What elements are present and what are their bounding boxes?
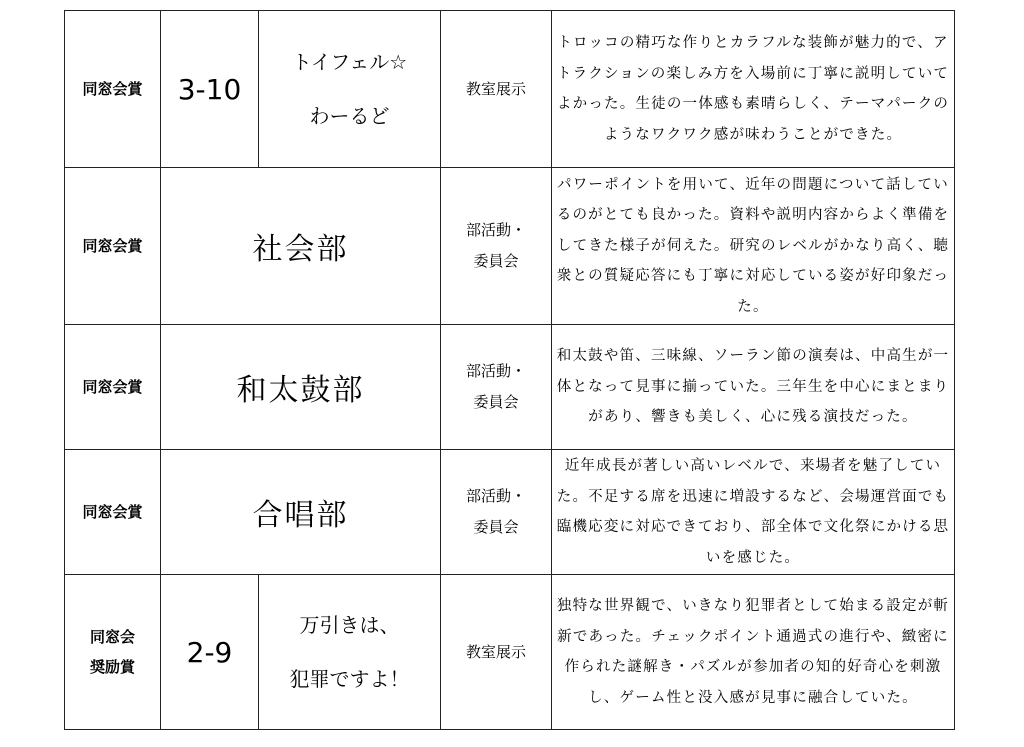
table-row <box>65 575 955 730</box>
category-line: 委員会 <box>473 393 519 411</box>
table-row <box>65 11 955 168</box>
award-name-line: 奨励賞 <box>89 658 135 676</box>
category-line: 部活動・ <box>465 221 526 239</box>
exhibit-title <box>259 11 441 168</box>
club-name: 合唱部 <box>161 450 441 575</box>
judge-comment: 近年成長が著しい高いレベルで、来場者を魅了していた。不足する席を迅速に増設するなど、会場運営面でも臨機応変に対応できており、部全体で文化祭にかける思いを感じた。 <box>552 450 955 575</box>
category-line: 教室展示 <box>465 79 526 98</box>
exhibit-title-line: 犯罪ですよ！ <box>289 667 410 691</box>
category <box>441 168 552 325</box>
club-name: 社会部 <box>161 168 441 325</box>
category-line: 部活動・ <box>465 362 526 380</box>
exhibit-title-line: トイフェル☆ <box>291 50 408 74</box>
category-line: 委員会 <box>473 518 519 536</box>
exhibit-title-line: わーるど <box>309 104 390 128</box>
club-name: 和太鼓部 <box>161 325 441 450</box>
table-row <box>65 168 955 325</box>
category-line: 委員会 <box>473 252 519 270</box>
category <box>441 11 552 168</box>
judge-comment: 和太鼓や笛、三味線、ソーラン節の演奏は、中高生が一体となって見事に揃っていた。三年生を中心にまとまりがあり、響きも美しく、心に残る演技だった。 <box>552 325 955 450</box>
table-row <box>65 325 955 450</box>
exhibit-title-line: 万引きは、 <box>299 613 400 637</box>
award-name <box>65 575 161 730</box>
category-line: 教室展示 <box>465 642 526 661</box>
exhibit-title <box>259 575 441 730</box>
class-number: 3-10 <box>161 11 259 168</box>
award-name: 同窓会賞 <box>65 325 161 450</box>
award-name: 同窓会賞 <box>65 168 161 325</box>
category <box>441 450 552 575</box>
judge-comment: パワーポイントを用いて、近年の問題について話しているのがとても良かった。資料や説明内容からよく準備をしてきた様子が伺えた。研究のレベルがかなり高く、聴衆との質疑応答にも丁寧に対応している姿が好印象だった。 <box>552 168 955 325</box>
award-name: 同窓会賞 <box>65 450 161 575</box>
judge-comment: 独特な世界観で、いきなり犯罪者として始まる設定が斬新であった。チェックポイント通過式の進行や、緻密に作られた謎解き・パズルが参加者の知的好奇心を刺激し、ゲーム性と没入感が見事に融合していた。 <box>552 575 955 730</box>
award-name: 同窓会賞 <box>65 11 161 168</box>
judge-comment: トロッコの精巧な作りとカラフルな装飾が魅力的で、アトラクションの楽しみ方を入場前に丁寧に説明していてよかった。生徒の一体感も素晴らしく、テーマパークのようなワクワク感が味わうことができた。 <box>552 11 955 168</box>
class-number: 2-9 <box>161 575 259 730</box>
category <box>441 325 552 450</box>
award-name-line: 同窓会 <box>89 628 135 646</box>
category <box>441 575 552 730</box>
awards-table <box>64 10 955 730</box>
table-row <box>65 450 955 575</box>
category-line: 部活動・ <box>465 487 526 505</box>
